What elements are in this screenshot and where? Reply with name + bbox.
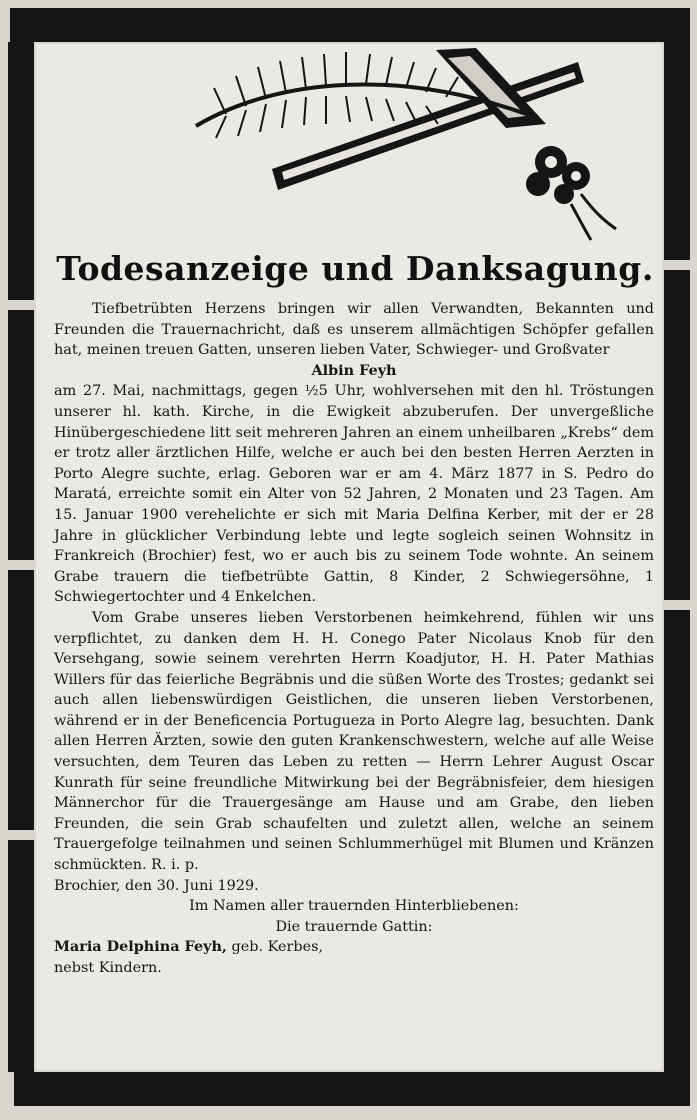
notice-body bbox=[54, 299, 654, 979]
mourning-border-right bbox=[664, 42, 690, 1072]
thanks-text: Vom Grabe unseres lieben Verstorbenen heimkehrend, fühlen wir uns verpflichtet, zu danken dem H. H. Conego Pater Nicolaus Knob für den Versehgang, sowie seinem verehrten Herrn Koadjutor, H. H. Pater Mathias Willers für das feierliche Begräbnis und die süßen Worte des Trostes; gedankt sei auch allen liebenswürdigen Geistlichen, die unseren lieben Verstorbenen, während er in der Beneficencia Portugueza in Porto Alegre lag, besuchten. Dank allen Herren Ärzten, sowie den guten Krankenschwestern, welche auf alle Weise versuchten, dem Teuren das Leben zu retten — Herrn Lehrer August Oscar Kunrath für seine freundliche Mitwirkung bei der Begräbnisfeier, dem hiesigen Männerchor für die Trauergesänge am Hause und am Grabe, den lieben Freunden, die sein Grab schaufelten und zuletzt allen, welche an seinem Trauergefolge teilnahmen und seinen Schlummerhügel mit Blumen und Kränzen schmückten. bbox=[54, 609, 654, 874]
cross-and-palm-emblem bbox=[186, 44, 646, 244]
widow-name: Maria Delphina Feyh, bbox=[54, 938, 227, 956]
border-break bbox=[664, 600, 690, 610]
notice-title: Todesanzeige und Danksagung. bbox=[56, 249, 654, 288]
border-break bbox=[8, 560, 34, 570]
border-break bbox=[8, 830, 34, 840]
dateline: Brochier, den 30. Juni 1929. bbox=[54, 877, 259, 894]
mourning-border-top bbox=[10, 8, 690, 42]
widow-with-children: nebst Kindern. bbox=[54, 960, 162, 976]
intro-paragraph: Tiefbetrübten Herzens bringen wir allen Verwandten, Bekannten und Freunden die Trauernachricht, daß es unserem allmächtigen Schöpfer gefallen hat, meinen treuen Gatten, unseren lieben Vater, Schwieger- und Großvater bbox=[54, 301, 654, 359]
biography-paragraph: am 27. Mai, nachmittags, gegen ½5 Uhr, wohlversehen mit den hl. Tröstungen unserer hl. kath. Kirche, in die Ewigkeit abzuberufen. Der unvergeßliche Hinübergeschiedene litt seit mehreren Jahren an einem unheilbaren „Krebs“ dem er trotz aller ärztlichen Hilfe, welche er auch bei den besten Herren Aerzten in Porto Alegre suchte, erlag. Geboren war er am 4. März 1877 in S. Pedro do Maratá, erreichte somit ein Alter von 52 Jahren, 2 Monaten und 23 Tagen. Am 15. Januar 1900 verehelichte er sich mit Maria Delfina Kerber, mit der er 28 Jahre in glücklicher Verbindung lebte und legte sogleich seinen Wohnsitz in Frankreich (Brochier) fest, wo er auch bis zu seinem Tode wohnte. An seinem Grabe trauern die tiefbetrübte Gattin, 8 Kinder, 2 Schwiegersöhne, 1 Schwiegertochter und 4 Enkelchen. bbox=[54, 383, 654, 606]
widow-signature bbox=[54, 937, 654, 958]
obituary-notice bbox=[36, 44, 662, 1070]
widow-birth-name: geb. Kerbes, bbox=[231, 939, 324, 956]
border-break bbox=[8, 300, 34, 310]
closing-line: Im Namen aller trauernden Hinterbliebenen: bbox=[189, 898, 519, 915]
rip-text: R. i. p. bbox=[151, 857, 199, 874]
mourning-border-left bbox=[8, 42, 34, 1072]
closing-role: Die trauernde Gattin: bbox=[275, 918, 433, 935]
border-break bbox=[664, 260, 690, 270]
flower-bouquet-icon bbox=[526, 146, 616, 240]
thanks-paragraph bbox=[54, 608, 654, 876]
deceased-name: Albin Feyh bbox=[311, 361, 397, 379]
mourning-border-bottom bbox=[14, 1072, 690, 1106]
